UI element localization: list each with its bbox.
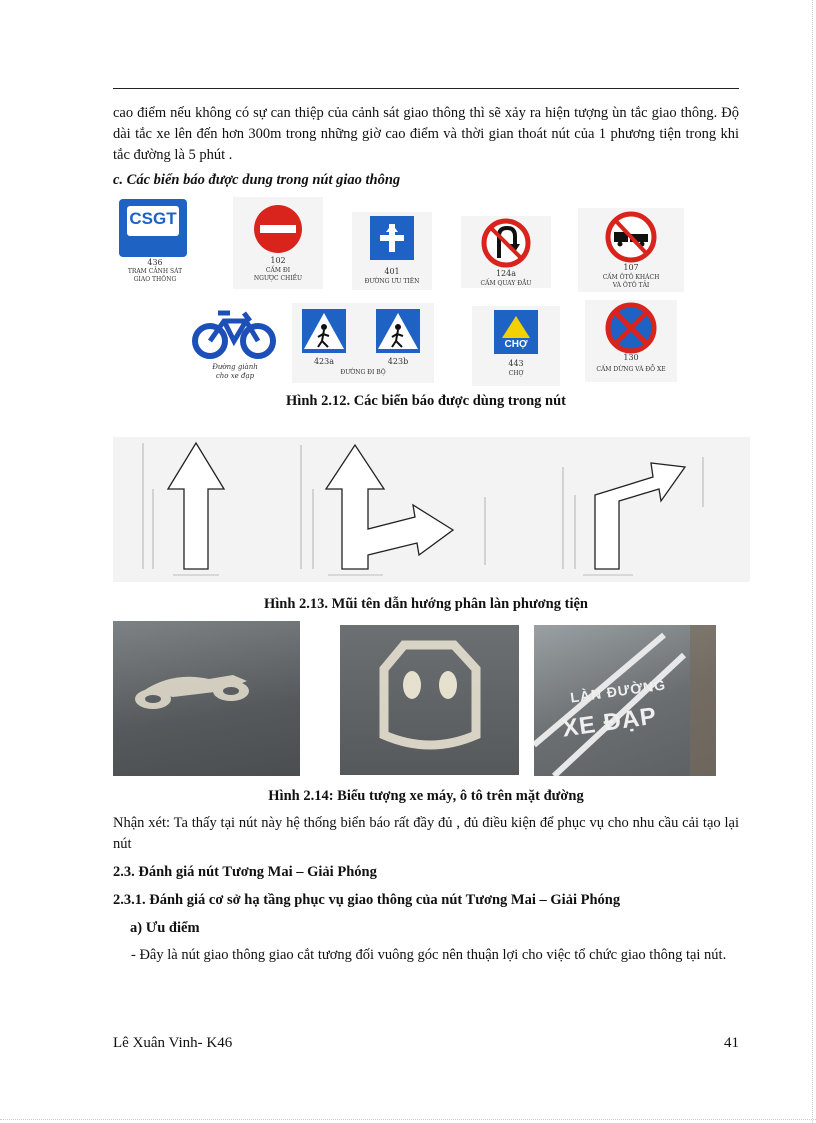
lane-arrow-drawings [113, 437, 750, 582]
sign-401-code: 401 [384, 267, 400, 276]
intro-paragraph: cao điểm nếu không có sự can thiệp của cảnh sát giao thông thì sẽ xảy ra hiện tượng ùn tắc giao thông. Độ dài tắc xe lên đến hơn 300m trong những giờ cao điểm và thời gian thoát nút của 1 phương tiện trong khi tắc đường là 5 phút . [113, 105, 739, 163]
sign-401-name1: ĐƯỜNG ƯU TIÊN [364, 278, 420, 285]
figure-2-12-caption: Hình 2.12. Các biển báo được dùng trong nút [286, 393, 566, 409]
motorbike-marking-icon [113, 621, 300, 776]
sign-102-name1: CẤM ĐI [265, 267, 291, 274]
sign-124a [461, 216, 551, 288]
right-page-edge [812, 0, 813, 1123]
sign-102-code: 102 [270, 256, 286, 265]
sign-107-code: 107 [623, 263, 639, 272]
sign-130-code: 130 [623, 353, 639, 362]
figure-2-13-caption: Hình 2.13. Mũi tên dẫn hướng phân làn phương tiện [264, 596, 588, 612]
heading-a: a) Ưu điểm [130, 920, 200, 936]
sign-423b-code: 423b [387, 357, 409, 366]
sign-443-glyph: CHỢ [504, 339, 528, 350]
bicycle-icon [190, 305, 280, 361]
sign-436-name1: TRẠM CẢNH SÁT [127, 268, 183, 275]
pedestrian-crossing-icon [292, 303, 434, 357]
page-number: 41 [724, 1035, 739, 1051]
photo-text-line2: XE ĐẠP [560, 702, 659, 743]
road-photo-car [340, 625, 519, 775]
header-rule [113, 88, 739, 89]
sign-436 [113, 197, 197, 289]
section-c-title: c. Các biển báo được dung trong nút giao thông [113, 172, 401, 188]
priority-road-icon [352, 212, 432, 266]
lane-arrow-icon [113, 437, 750, 582]
sign-130 [585, 300, 677, 382]
road-photo-motorbike [113, 621, 300, 776]
sign-107 [578, 208, 684, 292]
figure-2-14-caption: Hình 2.14: Biểu tượng xe máy, ô tô trên mặt đường [268, 788, 584, 804]
car-marking-icon [340, 625, 519, 775]
sign-bike-name2: cho xe đạp [215, 372, 255, 380]
no-entry-icon [233, 197, 323, 257]
sign-107-name2: VÀ ÔTÔ TẢI [612, 282, 650, 289]
sign-102 [233, 197, 323, 289]
paragraph-a: - Đây là nút giao thông giao cắt tương đối vuông góc nên thuận lợi cho việc tổ chức giao thông tại nút. [131, 947, 727, 963]
sign-124a-name1: CẤM QUAY ĐẦU [480, 280, 532, 287]
no-stopping-icon [585, 300, 677, 354]
sign-436-code: 436 [147, 258, 163, 267]
no-u-turn-icon [461, 216, 551, 270]
sign-423a-code: 423a [313, 357, 335, 366]
road-photo-bike-lane [534, 625, 716, 776]
sign-bike-lane [190, 305, 280, 383]
market-sign-icon [472, 306, 560, 358]
sign-401 [352, 212, 432, 290]
sign-bike-name1: Đường giành [212, 363, 258, 371]
sign-443-name1: CHỢ [508, 370, 524, 377]
heading-2-3: 2.3. Đánh giá nút Tương Mai – Giải Phóng [113, 864, 377, 880]
sign-443 [472, 306, 560, 386]
bike-lane-marking-icon [534, 625, 716, 776]
sign-124a-code: 124a [495, 269, 517, 278]
photo-text-line1: LÀN ĐƯỜNG [569, 676, 667, 706]
sign-443-code: 443 [508, 359, 524, 368]
sign-436-glyph: CSGT [129, 209, 177, 228]
remark-paragraph: Nhận xét: Ta thấy tại nút này hệ thống biển báo rất đầy đủ , đủ điều kiện để phục vụ cho nhu cầu cải tạo lại nút [113, 815, 739, 852]
sign-107-name1: CẤM ÔTÔ KHÁCH [602, 274, 660, 281]
no-bus-truck-icon [578, 208, 684, 264]
sign-423-group [292, 303, 434, 383]
sign-102-name2: NGƯỢC CHIỀU [253, 275, 303, 282]
sign-436-name2: GIAO THÔNG [133, 276, 177, 283]
footer-author: Lê Xuân Vinh- K46 [113, 1035, 233, 1051]
bottom-page-edge [0, 1119, 816, 1120]
sign-130-name1: CẤM DỪNG VÀ ĐỖ XE [596, 366, 666, 373]
sign-423-name: ĐƯỜNG ĐI BỘ [340, 369, 386, 376]
heading-2-3-1: 2.3.1. Đánh giá cơ sở hạ tầng phục vụ giao thông của nút Tương Mai – Giải Phóng [113, 892, 621, 908]
